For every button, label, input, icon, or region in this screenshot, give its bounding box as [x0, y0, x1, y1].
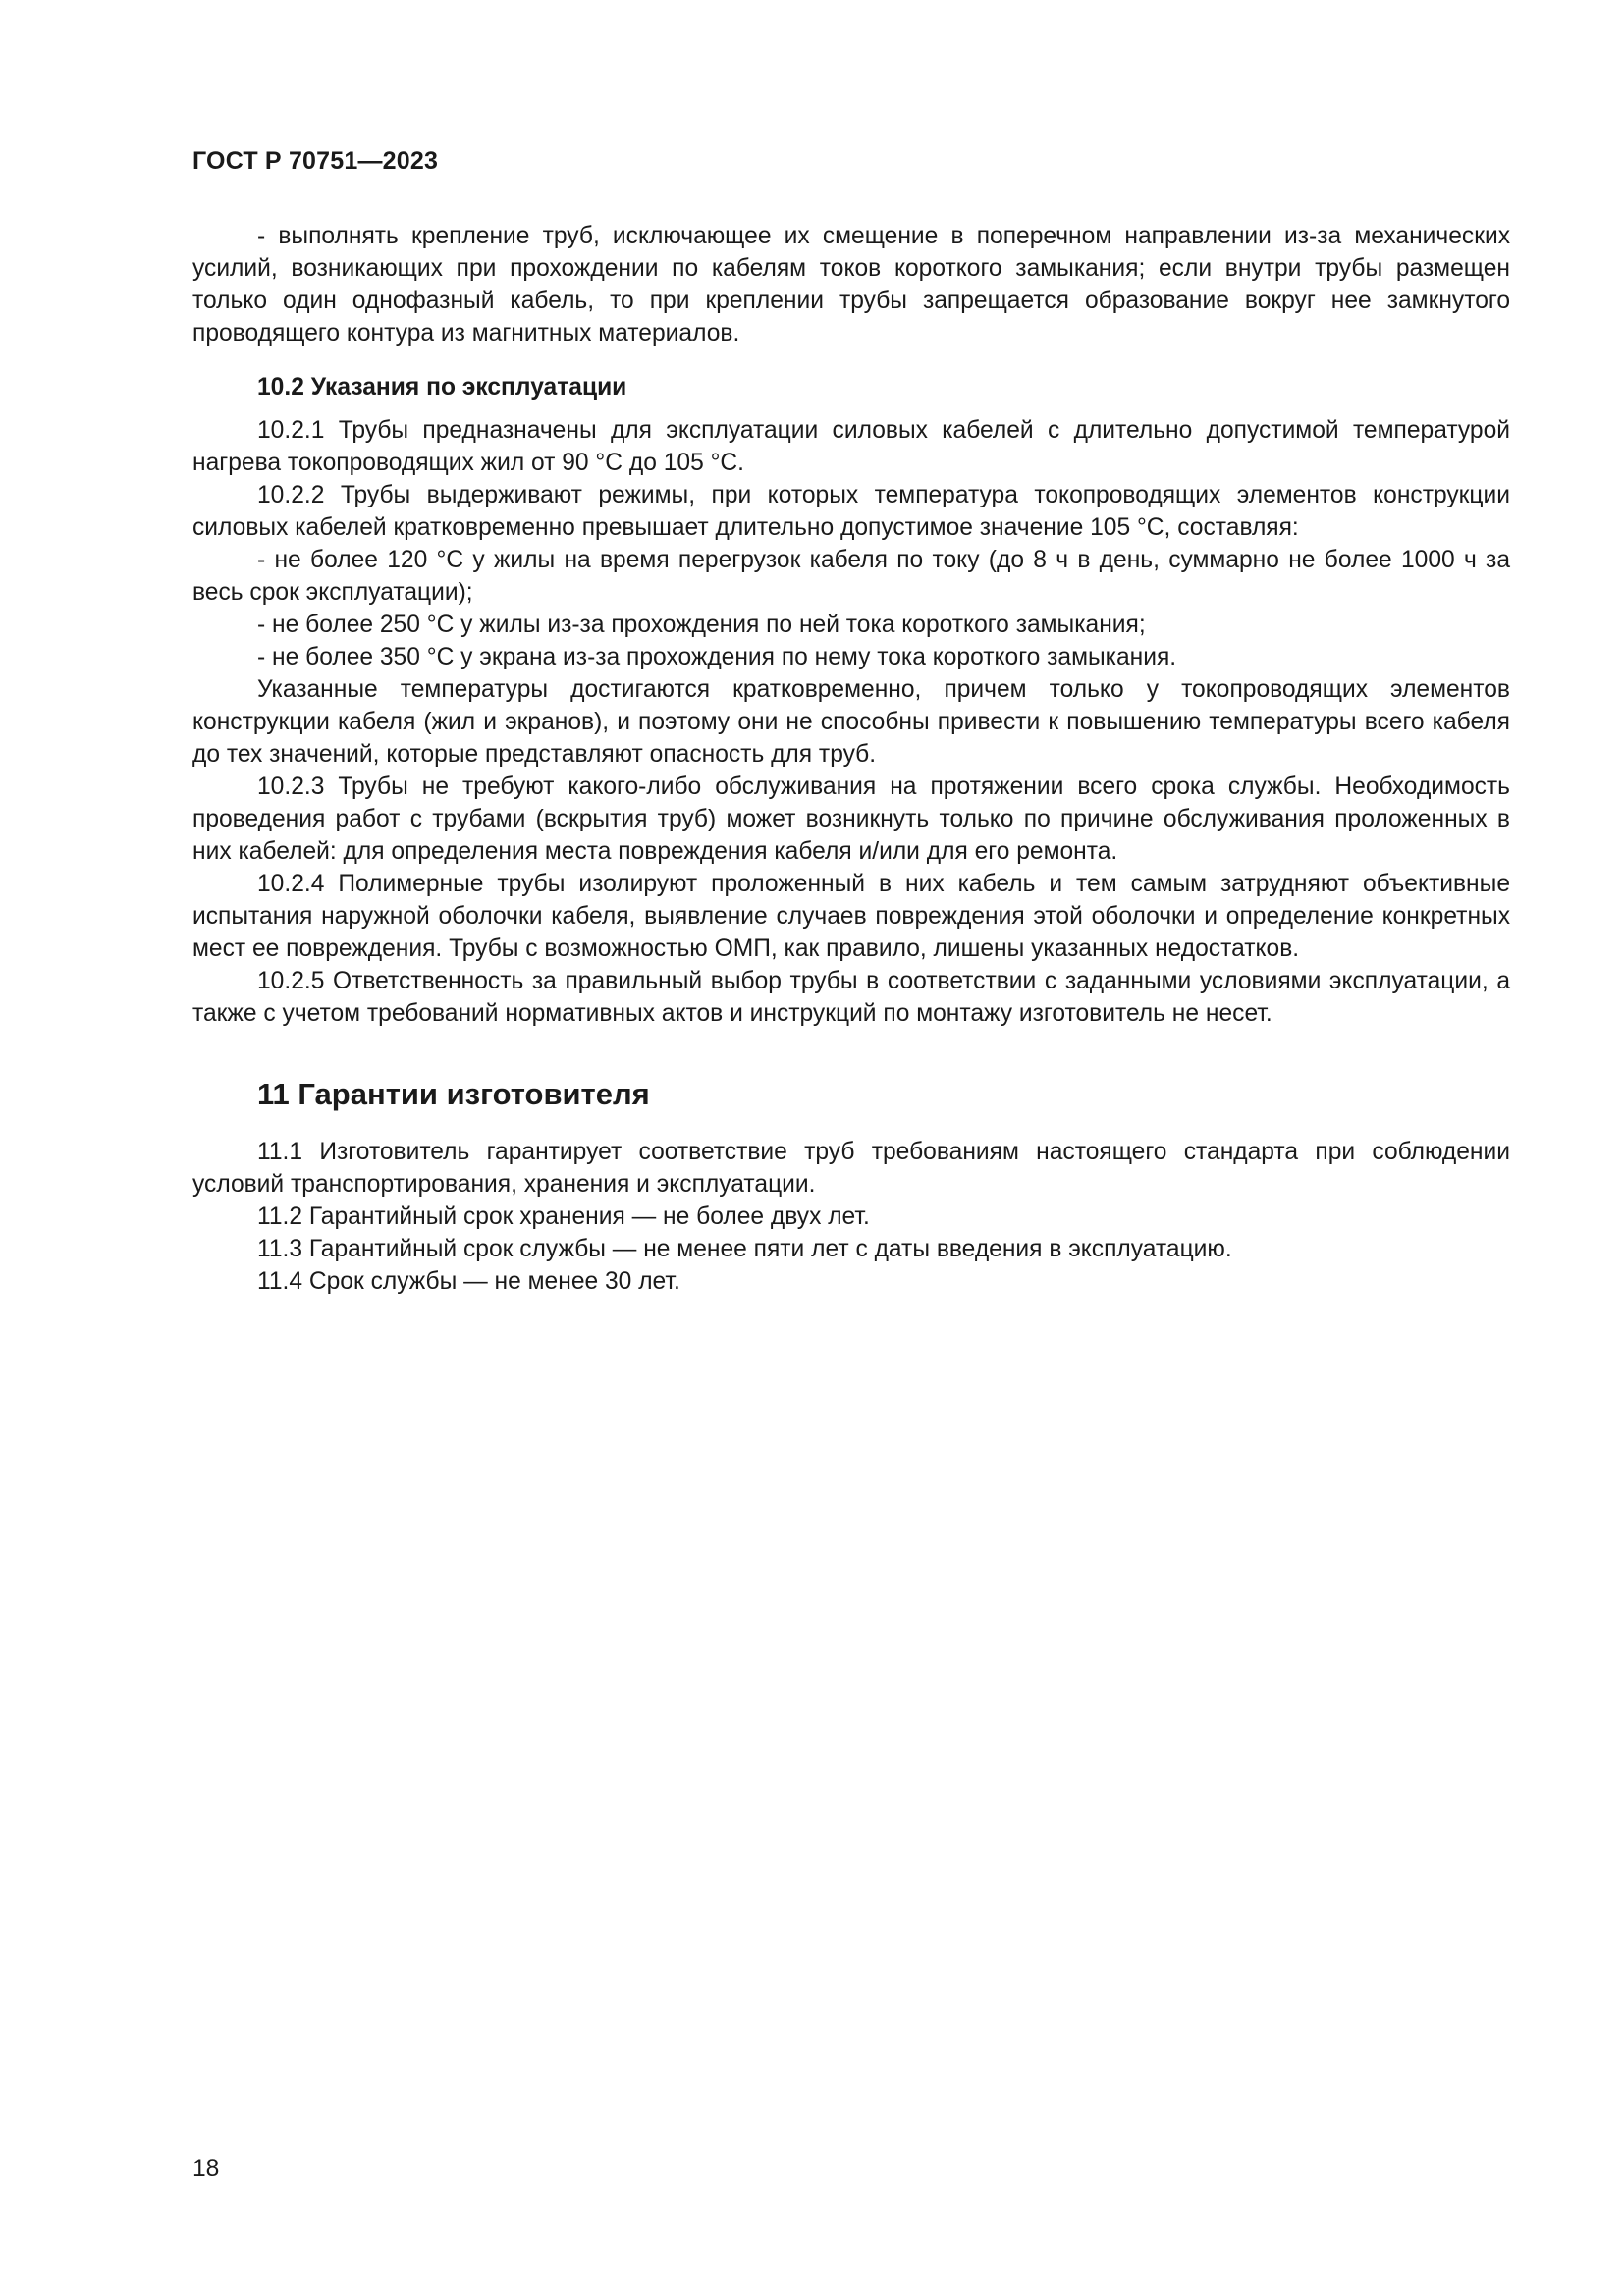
section-10-2-title: 10.2 Указания по эксплуатации: [257, 374, 627, 400]
intro-paragraph: - выполнять крепление труб, исключающее их смещение в поперечном направлении из-за механических усилий, возникающих при прохождении по кабелям токов короткого замыкания; если внутри трубы размещен только один однофазный кабель, то при креплении трубы запрещается образование вокруг нее замкнутого проводящего контура из магнитных материалов.: [192, 223, 1510, 347]
paragraph-11-3: 11.3 Гарантийный срок службы — не менее пяти лет с даты введения в эксплуатацию.: [257, 1236, 1232, 1262]
page-number: 18: [192, 2156, 220, 2182]
list-item-10-2-2-1: - не более 120 °С у жилы на время перегрузок кабеля по току (до 8 ч в день, суммарно не более 1000 ч за весь срок эксплуатации);: [192, 547, 1510, 606]
section-11-title: 11 Гарантии изготовителя: [257, 1077, 650, 1111]
list-item-10-2-2-2: - не более 250 °С у жилы из-за прохождения по ней тока короткого замыкания;: [257, 612, 1146, 638]
document-header: ГОСТ Р 70751—2023: [192, 147, 439, 175]
paragraph-10-2-2: 10.2.2 Трубы выдерживают режимы, при которых температура токопроводящих элементов конструкции силовых кабелей кратковременно превышает длительно допустимое значение 105 °С, составляя:: [192, 482, 1510, 541]
page-content: [192, 220, 1510, 1298]
paragraph-10-2-2-note: Указанные температуры достигаются кратковременно, причем только у токопроводящих элементов конструкции кабеля (жил и экранов), и поэтому они не способны привести к повышению температуры всего кабеля до тех значений, которые представляют опасность для труб.: [192, 676, 1510, 768]
list-item-10-2-2-3: - не более 350 °С у экрана из-за прохождения по нему тока короткого замыкания.: [257, 644, 1177, 670]
paragraph-10-2-3: 10.2.3 Трубы не требуют какого-либо обслуживания на протяжении всего срока службы. Необходимость проведения работ с трубами (вскрытия труб) может возникнуть только по причине обслуживания проложенных в них кабелей: для определения места повреждения кабеля и/или для его ремонта.: [192, 774, 1510, 865]
paragraph-10-2-4: 10.2.4 Полимерные трубы изолируют проложенный в них кабель и тем самым затрудняют объективные испытания наружной оболочки кабеля, выявление случаев повреждения этой оболочки и определение конкретных мест ее повреждения. Трубы с возможностью ОМП, как правило, лишены указанных недостатков.: [192, 871, 1510, 962]
paragraph-11-4: 11.4 Срок службы — не менее 30 лет.: [257, 1268, 680, 1295]
paragraph-11-1: 11.1 Изготовитель гарантирует соответствие труб требованиям настоящего стандарта при соблюдении условий транспортирования, хранения и эксплуатации.: [192, 1139, 1510, 1198]
paragraph-11-2: 11.2 Гарантийный срок хранения — не более двух лет.: [257, 1203, 870, 1230]
paragraph-10-2-5: 10.2.5 Ответственность за правильный выбор трубы в соответствии с заданными условиями эксплуатации, а также с учетом требований нормативных актов и инструкций по монтажу изготовитель не несет.: [192, 968, 1510, 1027]
paragraph-10-2-1: 10.2.1 Трубы предназначены для эксплуатации силовых кабелей с длительно допустимой температурой нагрева токопроводящих жил от 90 °С до 105 °С.: [192, 417, 1510, 476]
